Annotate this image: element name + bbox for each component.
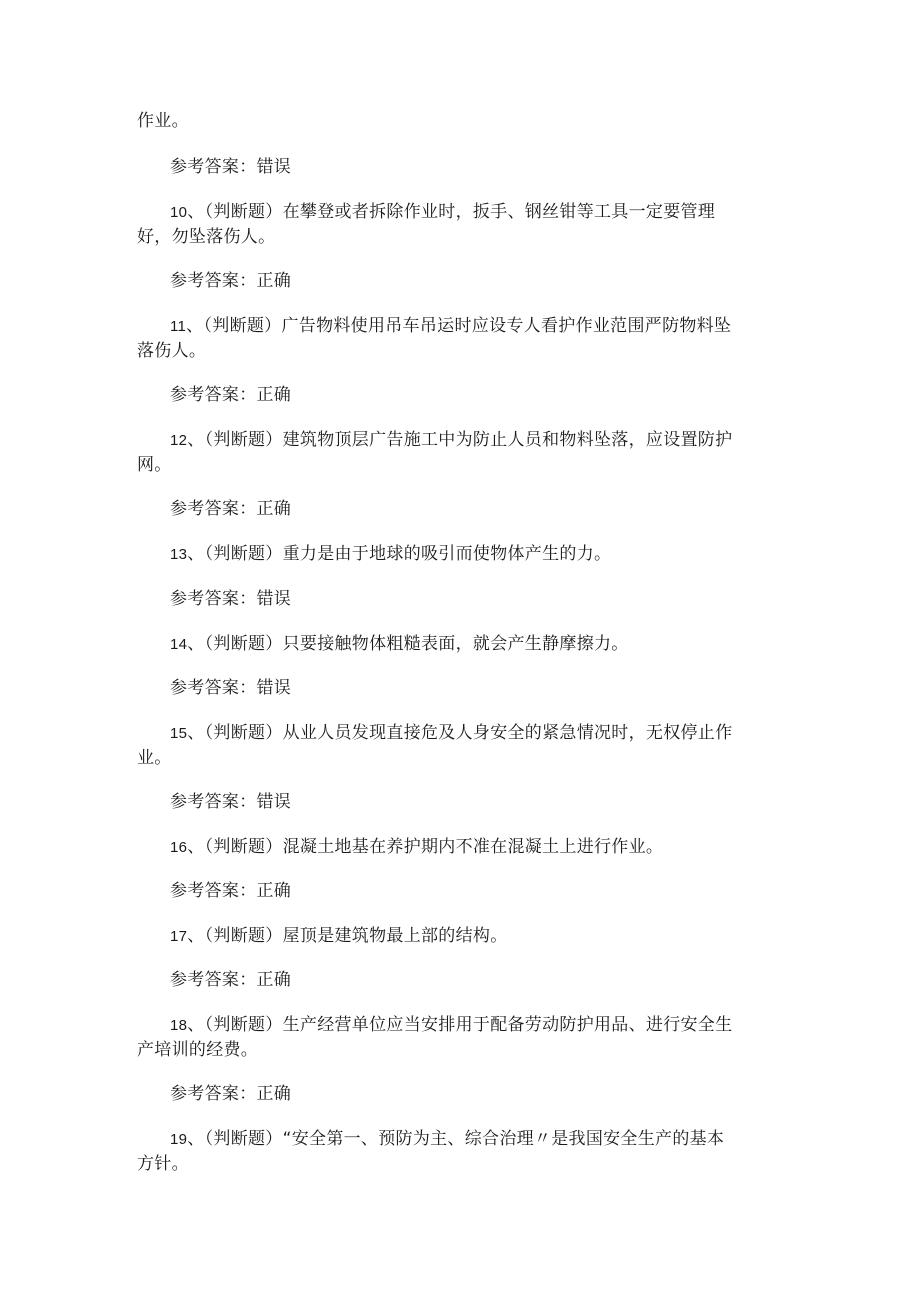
answer-label: 参考答案： (170, 385, 257, 405)
question-number: 15 (170, 725, 188, 742)
question-number: 17 (170, 928, 188, 945)
answer-label: 参考答案： (170, 589, 257, 609)
answer-label: 参考答案： (170, 157, 257, 177)
question-15 (170, 721, 732, 746)
answer-14 (170, 676, 291, 700)
answer-label: 参考答案： (170, 271, 257, 291)
question-text: 屋顶是建筑物最上部的结构。 (282, 926, 508, 946)
question-number: 11 (170, 318, 187, 335)
answer-value: 正确 (256, 385, 292, 405)
answer-13 (170, 587, 291, 611)
answer-value: 错误 (256, 792, 292, 812)
continuation-text: 作业。 (137, 111, 189, 131)
question-10-cont: 好，勿坠落伤人。 (137, 227, 276, 247)
answer-value: 正确 (256, 881, 292, 901)
question-text: 只要接触物体粗糙表面，就会产生静摩擦力。 (282, 634, 629, 654)
question-19 (170, 1127, 724, 1152)
answer-label: 参考答案： (170, 499, 257, 519)
question-18 (170, 1013, 732, 1038)
question-12-cont: 网。 (137, 455, 172, 475)
answer-18 (170, 1082, 291, 1106)
question-text: 广告物料使用吊车吊运时应设专人看护作业范围严防物料坠 (281, 316, 732, 336)
question-19-cont: 方针。 (137, 1154, 189, 1174)
question-text: 从业人员发现直接危及人身安全的紧急情况时，无权停止作 (282, 723, 733, 743)
question-number: 16 (170, 839, 188, 856)
question-11-cont: 落伤人。 (137, 341, 207, 361)
question-18-cont: 产培训的经费。 (137, 1040, 259, 1060)
question-number: 18 (170, 1017, 188, 1034)
answer-11 (170, 383, 291, 407)
answer-value: 正确 (256, 499, 292, 519)
question-type: （判断题） (204, 634, 283, 654)
question-type: （判断题） (203, 316, 282, 336)
question-type: （判断题） (204, 1129, 283, 1149)
question-16 (170, 835, 663, 860)
answer-value: 错误 (256, 589, 292, 609)
answer-12 (170, 497, 291, 521)
answer-label: 参考答案： (170, 792, 257, 812)
answer-value: 正确 (256, 1084, 292, 1104)
answer-value: 正确 (256, 271, 292, 291)
question-number: 10 (170, 204, 188, 221)
answer-value: 错误 (256, 157, 292, 177)
question-10 (170, 200, 715, 225)
question-type: （判断题） (204, 1015, 283, 1035)
question-type: （判断题） (204, 926, 283, 946)
question-text: 在攀登或者拆除作业时，扳手、钢丝钳等工具一定要管理 (282, 202, 716, 222)
question-type: （判断题） (204, 202, 283, 222)
question-type: （判断题） (204, 544, 283, 564)
question-text: 混凝土地基在养护期内不准在混凝土上进行作业。 (282, 837, 664, 857)
separator: 、 (187, 1015, 205, 1035)
separator: 、 (187, 544, 205, 564)
answer-15 (170, 790, 291, 814)
answer-10 (170, 269, 291, 293)
question-type: （判断题） (204, 430, 283, 450)
answer-9 (170, 155, 291, 179)
answer-value: 正确 (256, 970, 292, 990)
question-text: “安全第一、预防为主、综合治理〃是我国安全生产的基本 (282, 1129, 725, 1149)
question-15-cont: 业。 (137, 748, 172, 768)
answer-label: 参考答案： (170, 881, 257, 901)
answer-17 (170, 968, 291, 992)
answer-16 (170, 879, 291, 903)
separator: 、 (187, 202, 205, 222)
question-number: 19 (170, 1131, 188, 1148)
question-17 (170, 924, 508, 949)
answer-label: 参考答案： (170, 678, 257, 698)
question-11 (170, 314, 731, 339)
separator: 、 (187, 837, 205, 857)
question-text: 重力是由于地球的吸引而使物体产生的力。 (282, 544, 612, 564)
question-number: 12 (170, 432, 188, 449)
separator: 、 (187, 723, 205, 743)
question-type: （判断题） (204, 723, 283, 743)
answer-label: 参考答案： (170, 1084, 257, 1104)
separator: 、 (187, 634, 205, 654)
separator: 、 (186, 316, 204, 336)
separator: 、 (187, 430, 205, 450)
question-13 (170, 542, 611, 567)
answer-value: 错误 (256, 678, 292, 698)
question-type: （判断题） (204, 837, 283, 857)
separator: 、 (187, 926, 205, 946)
question-number: 14 (170, 636, 188, 653)
question-number: 13 (170, 546, 188, 563)
question-12 (170, 428, 732, 453)
question-text: 生产经营单位应当安排用于配备劳动防护用品、进行安全生 (282, 1015, 733, 1035)
separator: 、 (187, 1129, 205, 1149)
question-14 (170, 632, 629, 657)
answer-label: 参考答案： (170, 970, 257, 990)
question-text: 建筑物顶层广告施工中为防止人员和物料坠落，应设置防护 (282, 430, 733, 450)
